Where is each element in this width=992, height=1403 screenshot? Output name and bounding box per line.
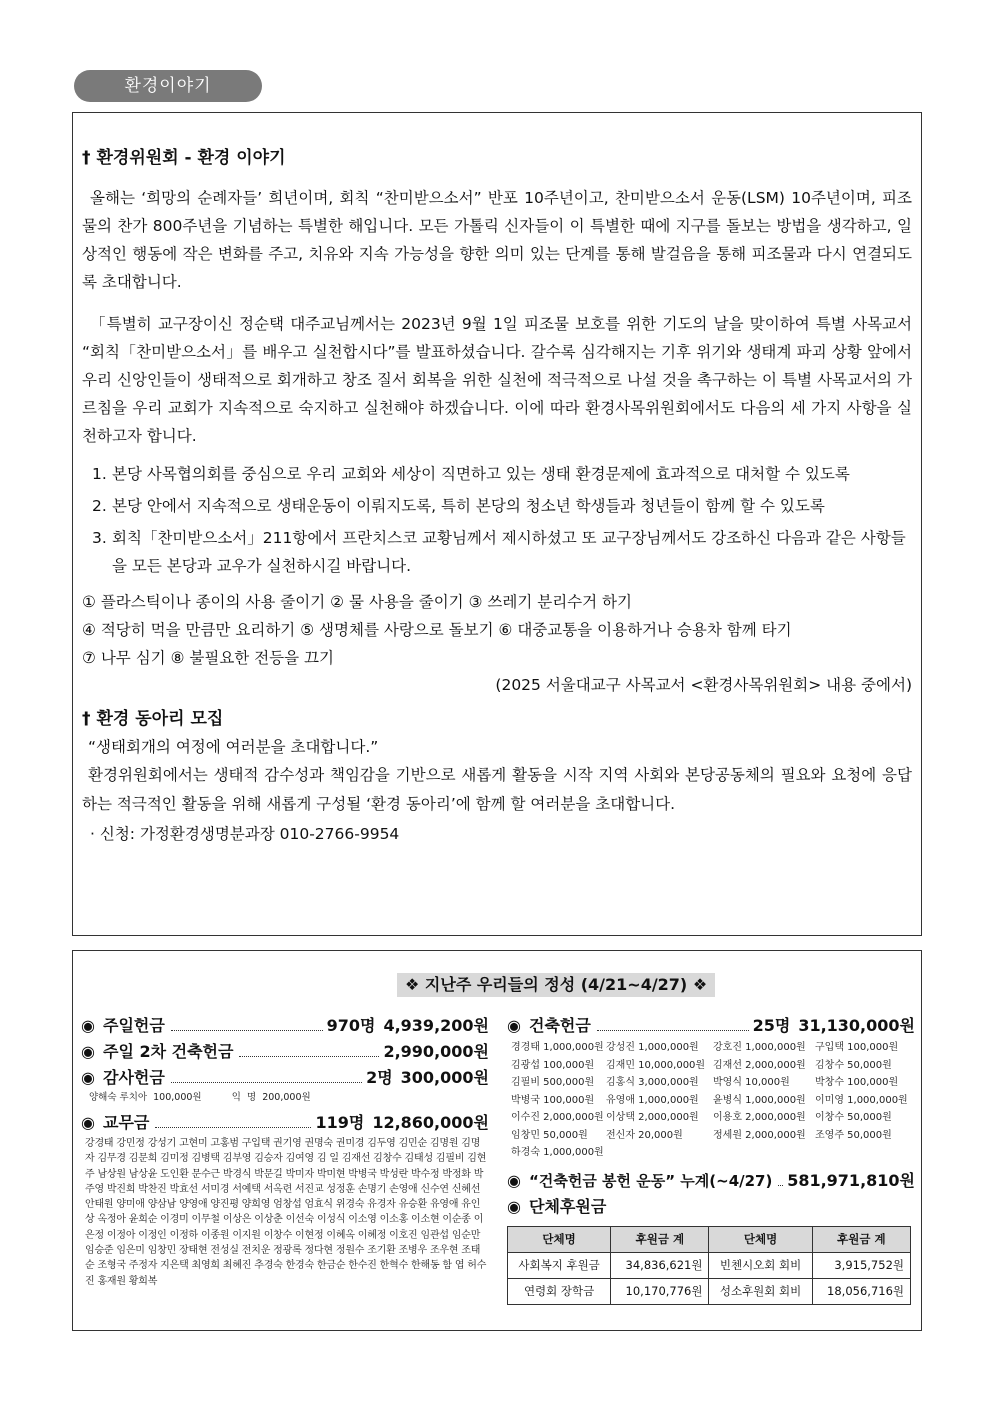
list-item: 윤병식 1,000,000원: [713, 1094, 806, 1106]
column-header: 단체명: [709, 1226, 812, 1252]
list-item: 정세원 2,000,000원: [713, 1129, 806, 1141]
building-offering-row: ◉ 건축헌금 25명 31,130,000원: [507, 1016, 915, 1035]
offerings-right-column: [507, 1013, 915, 1305]
offerings-title: ❖ 지난주 우리들의 정성 (4/21~4/27) ❖: [397, 973, 715, 997]
intro-paragraph: 올해는 ‘희망의 순례자들’ 희년이며, 회칙 “찬미받으소서” 반포 10주년이고, 찬미받으소서 운동(LSM) 10주년이며, 피조물의 찬가 800주년을 기념하는 특별한 해입니다. 모든 가톨릭 신자들이 이 특별한 때에 지구를 돌보는 방법을 생각하고, 일상적인 행동에 작은 변화를 주고, 치유와 지속 가능성을 향한 의미 있는 단계를 통해 발걸음을 통해 피조물과 다시 연결되도록 초대합니다.: [82, 189, 912, 291]
rules-list: [82, 460, 912, 580]
table-row: [508, 1278, 911, 1304]
source-citation: (2025 서울대교구 사목교서 <환경사목위원회> 내용 중에서): [495, 676, 912, 694]
list-item: 조영주 50,000원: [815, 1129, 892, 1141]
list-item: 이상택 2,000,000원: [606, 1112, 699, 1123]
list-item: 하경숙 1,000,000원: [511, 1147, 604, 1158]
list-item: 강성진 1,000,000원: [606, 1042, 699, 1053]
list-item: 강호진 1,000,000원: [713, 1042, 806, 1053]
article-title: † 환경위원회 - 환경 이야기: [82, 148, 286, 168]
dagger-icon: †: [82, 709, 91, 729]
list-item: 유영애 1,000,000원: [606, 1094, 699, 1106]
thanks-detail: 양해숙 루치아 100,000원 익 명 200,000원: [89, 1092, 311, 1103]
list-item: 이용호 2,000,000원: [713, 1112, 806, 1123]
bullet-icon: ◉: [81, 1042, 95, 1061]
table-cell: 34,836,621원: [611, 1252, 709, 1278]
list-item: 구입택 100,000원: [815, 1042, 899, 1053]
list-item: 김광섭 100,000원: [511, 1059, 595, 1071]
campaign-row: ◉ “건축헌금 봉헌 운동” 누계(~4/27) 581,971,810원: [507, 1170, 915, 1190]
table-cell: 빈첸시오회 회비: [709, 1252, 812, 1278]
section-tab: 환경이야기: [74, 70, 262, 102]
club-body: 환경위원회에서는 생태적 감수성과 책임감을 기반으로 새롭게 활동을 시작 지역 사회와 본당공동체의 필요와 요청에 응답하는 적극적인 활동을 위해 새롭게 구성될 ‘환경 동아리’에 함께 할 여러분을 초대합니다.: [82, 766, 912, 813]
dues-row: ◉ 교무금 119명 12,860,000원: [81, 1113, 489, 1132]
dues-names: 강경태 강민정 강성기 고현미 고홍범 구입택 권기영 권명숙 권미경 김두영 김민순 김명원 김명자 김무경 김문희 김미정 김병택 김부영 김승자 김여영 김 일 김재선 김창수 김태성 김필비 김현주 남상원 남상윤 도인환 문수근 박경식 박문길 박미자 박미현 박병국 박성란 박수정 박정화 박주영 박진희 박찬진 박효선 서미경 서예택 서옥련 서진교 성정훈 손명기 손영애 신수연 신혜선 안태원 양미애 양삼남 양영애 양진평 양희영 엄창섭 엄효식 위경숙 유경자 유승환 유영애 유인상 옥정아 윤희순 이경미 이무철 이상은 이상춘 이선숙 이성식 이소영 이소홍 이소현 이순종 이은정 이정아 이정인 이정하 이종원 이지원 이창수 이현정 이혜옥 이혜정 이호진 임관섭 임순만 임승준 임은미 임창민 장태현 전성실 전치운 정광록 정다현 정원수 조기환 조병우 조우현 조태순 조형국 주정자 지은택 최영희 최혜진 추경숙 한경숙 한금순 한수진 한혁수 한해동 함 엽 허수진 홍재원 황희복: [85, 1138, 487, 1287]
list-item: 이수진 2,000,000원: [511, 1112, 604, 1123]
list-item: 전신자 20,000원: [606, 1129, 683, 1141]
bullet-icon: ◉: [507, 1170, 521, 1190]
table-cell: 연령회 장학금: [508, 1278, 611, 1304]
offerings-left-column: [81, 1013, 489, 1289]
list-item: 김재민 10,000,000원: [606, 1059, 706, 1071]
club-invite: “생태회개의 여정에 여러분을 초대합니다.”: [88, 738, 379, 756]
list-item: 1. 본당 사목협의회를 중심으로 우리 교회와 세상이 직면하고 있는 생태 환경문제에 효과적으로 대처할 수 있도록: [92, 465, 850, 483]
list-item: 김필비 500,000원: [511, 1077, 595, 1088]
sunday-offering-row: ◉ 주일헌금 970명 4,939,200원: [81, 1016, 489, 1035]
quote-paragraph: 「특별히 교구장이신 정순택 대주교님께서는 2023년 9월 1일 피조물 보호를 위한 기도의 날을 맞이하여 특별 사목교서 “회칙「찬미받으소서」를 배우고 실천합시다”를 발표하셨습니다. 갈수록 심각해지는 기후 위기와 생태계 파괴 상황 앞에서 우리 신앙인들이 생태적으로 회개하고 창조 질서 회복을 위한 실천에 적극적으로 나설 것을 촉구하는 이 특별 사목교서의 가르침을 우리 교회가 지속적으로 숙지하고 실천해야 하겠습니다. 이에 따라 환경사목위원회에서도 다음의 세 가지 사항을 실천하고자 합니다.: [82, 315, 912, 445]
table-cell: 사회복지 후원금: [508, 1252, 611, 1278]
environment-article-box: [72, 112, 922, 936]
list-item: 이미영 1,000,000원: [815, 1094, 908, 1106]
list-item: 박영식 10,000원: [713, 1077, 790, 1088]
bullet-icon: ◉: [81, 1113, 95, 1132]
table-cell: 10,170,776원: [611, 1278, 709, 1304]
list-item: 김홍식 3,000,000원: [606, 1077, 699, 1088]
sunday2-offering-row: ◉ 주일 2차 건축헌금 2,990,000원: [81, 1042, 489, 1061]
offerings-box: [72, 950, 922, 1331]
list-item: 이창수 50,000원: [815, 1112, 892, 1123]
bullet-icon: ◉: [507, 1196, 521, 1216]
group-support-table: [507, 1226, 911, 1305]
table-cell: 3,915,752원: [812, 1252, 910, 1278]
bullet-icon: ◉: [507, 1016, 521, 1035]
list-item: 2. 본당 안에서 지속적으로 생태운동이 이뤄지도록, 특히 본당의 청소년 학생들과 청년들이 함께 할 수 있도록: [92, 497, 825, 515]
action-line: ④ 적당히 먹을 만큼만 요리하기 ⑤ 생명체를 사랑으로 돌보기 ⑥ 대중교통을 이용하거나 승용차 함께 타기: [82, 621, 792, 639]
list-item: 박창수 100,000원: [815, 1077, 899, 1088]
table-row: [508, 1252, 911, 1278]
club-contact: · 신청: 가정환경생명분과장 010-2766-9954: [90, 825, 400, 843]
club-title: † 환경 동아리 모집: [82, 709, 224, 729]
table-header-row: [508, 1226, 911, 1252]
list-item: 박병국 100,000원: [511, 1094, 595, 1106]
building-donor-grid: [507, 1039, 915, 1162]
thanks-offering-row: ◉ 감사헌금 2명 300,000원: [81, 1068, 489, 1087]
list-item: 김창수 50,000원: [815, 1059, 892, 1071]
action-list: [82, 588, 912, 672]
list-item: 경경태 1,000,000원: [511, 1042, 604, 1053]
list-item: 3. 회칙「찬미받으소서」211항에서 프란치스코 교황님께서 제시하셨고 또 교구장님께서도 강조하신 다음과 같은 사항들을 모든 본당과 교우가 실천하시길 바랍니다.: [92, 529, 906, 575]
column-header: 후원금 계: [611, 1226, 709, 1252]
dagger-icon: †: [82, 148, 91, 168]
group-support-heading: ◉ 단체후원금: [507, 1196, 607, 1216]
column-header: 단체명: [508, 1226, 611, 1252]
bullet-icon: ◉: [81, 1016, 95, 1035]
action-line: ⑦ 나무 심기 ⑧ 불필요한 전등을 끄기: [82, 649, 335, 667]
column-header: 후원금 계: [812, 1226, 910, 1252]
table-cell: 18,056,716원: [812, 1278, 910, 1304]
table-cell: 성소후원회 회비: [709, 1278, 812, 1304]
list-item: 김재선 2,000,000원: [713, 1059, 806, 1071]
action-line: ① 플라스틱이나 종이의 사용 줄이기 ② 물 사용을 줄이기 ③ 쓰레기 분리수거 하기: [82, 593, 633, 611]
list-item: 임창민 50,000원: [511, 1129, 588, 1141]
bullet-icon: ◉: [81, 1068, 95, 1087]
